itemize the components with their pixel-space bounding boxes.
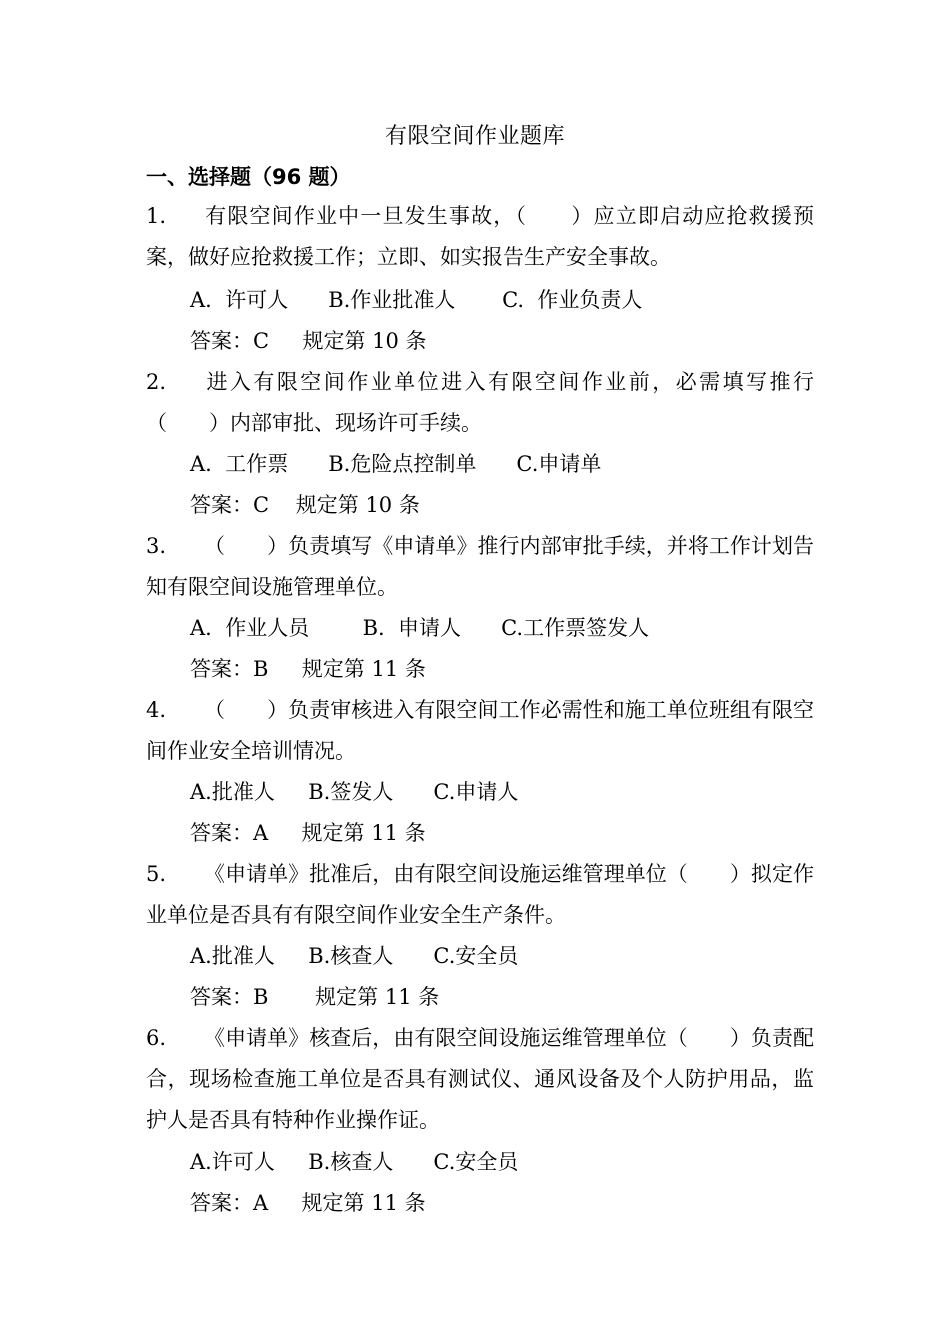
question-number: 5. <box>146 862 167 886</box>
question-6 <box>146 1018 814 1141</box>
question-text: 《申请单》核查后，由有限空间设施运维管理单位（ ）负责配合，现场检查施工单位是否具有测试仪、通风设备及个人防护用品，监护人是否具有特种作业操作证。 <box>146 1026 814 1132</box>
question-3-answer: 答案：B 规定第 11 条 <box>190 657 426 681</box>
question-2 <box>146 362 814 444</box>
question-number: 1. <box>146 204 167 228</box>
question-1-options: A. 许可人 B.作业批准人 C. 作业负责人 <box>190 288 643 312</box>
question-text: （ ）负责填写《申请单》推行内部审批手续，并将工作计划告知有限空间设施管理单位。 <box>146 534 814 599</box>
question-1 <box>146 196 814 278</box>
question-5-answer: 答案：B 规定第 11 条 <box>190 985 440 1009</box>
question-4-answer: 答案：A 规定第 11 条 <box>190 821 426 845</box>
question-number: 4. <box>146 698 167 722</box>
section-heading: 一、选择题（96 题） <box>146 165 351 189</box>
question-number: 3. <box>146 534 167 558</box>
question-text: （ ）负责审核进入有限空间工作必需性和施工单位班组有限空间作业安全培训情况。 <box>146 698 814 763</box>
question-number: 2. <box>146 370 167 394</box>
question-6-answer: 答案：A 规定第 11 条 <box>190 1191 426 1215</box>
question-6-options: A.许可人 B.核查人 C.安全员 <box>190 1150 519 1174</box>
question-3-options: A. 作业人员 B. 申请人 C.工作票签发人 <box>190 616 650 640</box>
question-4-options: A.批准人 B.签发人 C.申请人 <box>190 780 519 804</box>
question-text: 有限空间作业中一旦发生事故，（ ）应立即启动应抢救援预案，做好应抢救援工作；立即、如实报告生产安全事故。 <box>146 204 814 269</box>
question-1-answer: 答案：C 规定第 10 条 <box>190 329 427 353</box>
question-text: 进入有限空间作业单位进入有限空间作业前，必需填写推行（ ）内部审批、现场许可手续。 <box>146 370 814 435</box>
question-text: 《申请单》批准后，由有限空间设施运维管理单位（ ）拟定作业单位是否具有有限空间作业安全生产条件。 <box>146 862 814 927</box>
document-title: 有限空间作业题库 <box>384 124 565 149</box>
question-3 <box>146 526 814 608</box>
question-5 <box>146 854 814 936</box>
question-2-options: A. 工作票 B.危险点控制单 C.申请单 <box>190 452 602 476</box>
question-number: 6. <box>146 1026 167 1050</box>
question-2-answer: 答案：C 规定第 10 条 <box>190 493 420 517</box>
question-5-options: A.批准人 B.核查人 C.安全员 <box>190 944 519 968</box>
question-4 <box>146 690 814 772</box>
